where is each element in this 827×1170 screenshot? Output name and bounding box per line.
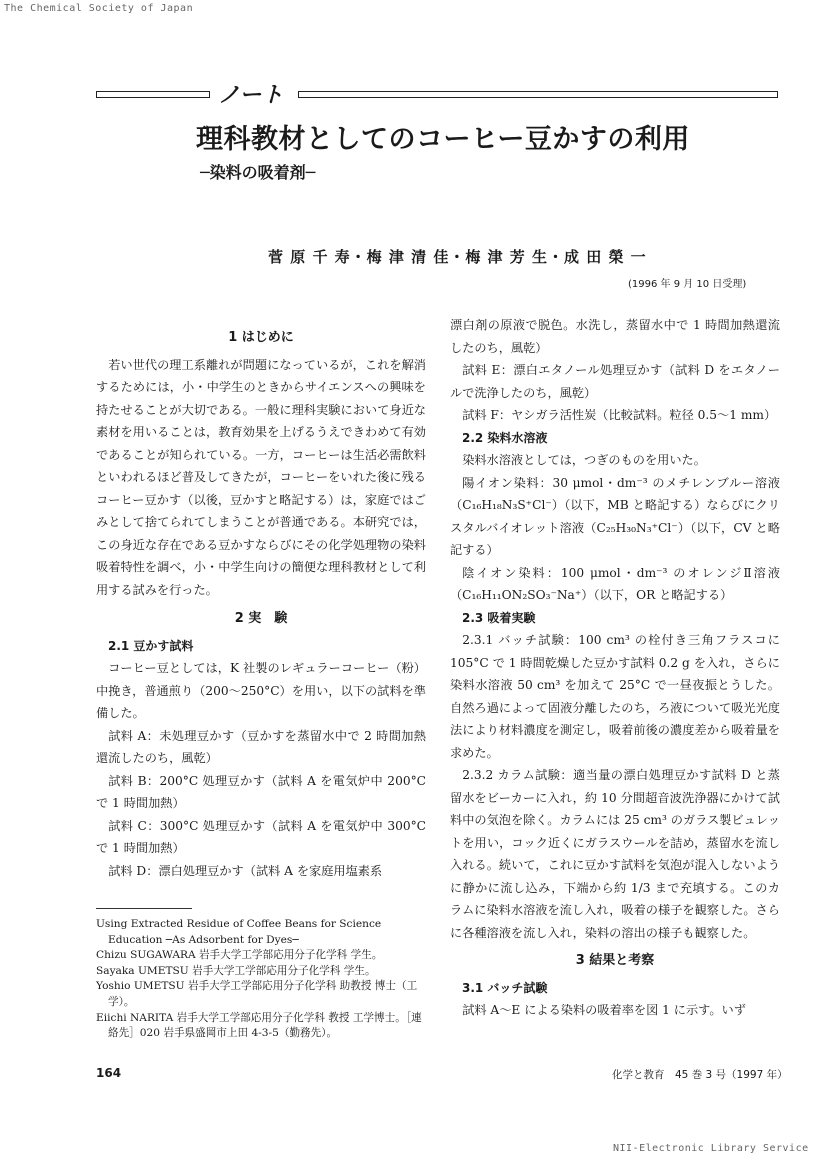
right-column [450, 314, 780, 1022]
subsection-heading: 2.2 染料水溶液 [462, 430, 548, 445]
footnote-author: Sayaka UMETSU 岩手大学工学部応用分子化学科 学生。 [96, 964, 376, 977]
paragraph: コーヒー豆としては，K 社製のレギュラーコーヒー（粉）中挽き，普通煎り（200～250°C）を用い，以下の試料を準備した。 [96, 661, 426, 720]
subsection-heading: 3.1 バッチ試験 [462, 980, 548, 995]
watermark-top: The Chemical Society of Japan [4, 3, 194, 14]
paragraph: 漂白剤の原液で脱色。水洗し，蒸留水中で 1 時間加熱還流したのち，風乾） [450, 318, 780, 355]
subsection-heading: 2.3 吸着実験 [462, 610, 536, 625]
footnotes [96, 917, 431, 1042]
paragraph: 陰イオン染料：100 μmol・dm⁻³ のオレンジⅡ溶液（C₁₆H₁₁ON₂SO₃⁻Na⁺）（以下，OR と略記する） [450, 565, 780, 602]
paragraph: 陽イオン染料：30 μmol・dm⁻³ のメチレンブルー溶液（C₁₆H₁₈N₃S⁺Cl⁻）（以下，MB と略記する）ならびにクリスタルバイオレット溶液（C₂₅H₃₀N₃⁺Cl⁻）（以下，CV と略記する） [450, 475, 780, 557]
subsection-heading: 2.1 豆かす試料 [108, 638, 194, 653]
paragraph: 若い世代の理工系離れが問題になっているが，これを解消するためには，小・中学生のときからサイエンスへの興味を持たせることが大切である。一般に理科実験において身近な素材を用いることは，教育効果を上げるうえできわめて有効であることが知られている。一方，コーヒーは生活必需飲料といわれるほど普及してきたが，コーヒーをいれた後に残るコーヒー豆かす（以後，豆かすと略記する）は，家庭ではごみとして捨てられてしまうことが普通である。本研究では，この身近な存在である豆かすならびにその化学処理物の染料吸着特性を調べ，小・中学生向けの簡便な理科教材として利用する試みを行った。 [96, 357, 426, 597]
paragraph: 試料 E：漂白エタノール処理豆かす（試料 D をエタノールで洗浄したのち，風乾） [450, 363, 780, 400]
footnote-author: Eiichi NARITA 岩手大学工学部応用分子化学科 教授 工学博士。［連絡先］020 岩手県盛岡市上田 4-3-5（勤務先）。 [96, 1011, 422, 1040]
paragraph: 試料 B：200°C 処理豆かす（試料 A を電気炉中 200°C で 1 時間加熱） [96, 773, 426, 810]
header-bar-left [96, 91, 210, 98]
paragraph: 2.3.1 バッチ試験：100 cm³ の栓付き三角フラスコに 105°C で 1 時間乾燥した豆かす試料 0.2 g を入れ，さらに染料水溶液 50 cm³ を加えて 25°C で一昼夜振とうした。自然ろ過によって固液分離したのち，ろ液について吸光光度法により材料濃度を測定し，吸着前後の濃度差から吸着量を求めた。 [450, 633, 780, 760]
footnote-author: Yoshio UMETSU 岩手大学工学部応用分子化学科 助教授 博士（工学）。 [96, 980, 418, 1008]
paragraph: 試料 A：未処理豆かす（豆かすを蒸留水中で 2 時間加熱還流したのち，風乾） [96, 728, 426, 765]
journal-info: 化学と教育 45 巻 3 号（1997 年） [612, 1069, 788, 1081]
section-heading-3: 3 結果と考察 [575, 953, 655, 968]
received-date: (1996 年 9 月 10 日受理) [628, 279, 747, 290]
paragraph: 染料水溶液としては，つぎのものを用いた。 [462, 453, 706, 467]
authors: 菅 原 千 寿・梅 津 清 佳・梅 津 芳 生・成 田 榮 一 [268, 248, 647, 266]
header-bar-right [298, 91, 778, 98]
subtitle: ─染料の吸着剤─ [200, 163, 316, 182]
footnote-english-title: Using Extracted Residue of Coffee Beans for Science Education ─As Adsorbent for Dyes─ [96, 918, 382, 946]
left-column [96, 323, 426, 882]
footnote-rule [96, 908, 192, 909]
section-heading-1: 1 はじめに [228, 330, 294, 345]
watermark-bottom: NII-Electronic Library Service [613, 1143, 809, 1154]
footnote-author: Chizu SUGAWARA 岩手大学工学部応用分子化学科 学生。 [96, 949, 383, 962]
paragraph: 試料 D：漂白処理豆かす（試料 A を家庭用塩素系 [108, 863, 383, 878]
section-label: ノート [218, 83, 284, 108]
paragraph: 試料 C：300°C 処理豆かす（試料 A を電気炉中 300°C で 1 時間加熱） [96, 818, 426, 855]
paragraph: 2.3.2 カラム試験：適当量の漂白処理豆かす試料 D と蒸留水をビーカーに入れ，約 10 分間超音波洗浄器にかけて試料中の気泡を除く。カラムには 25 cm³ のガラス製ビュレットを用い，コック近くにガラスウールを詰め，蒸留水を流し入れる。続いて，これに豆かす試料を気泡が混入しないように静かに流し込み，下端から約 1/3 まで充填する。このカラムに染料水溶液を流し入れ，吸着の様子を観察した。さらに各種溶液を流し入れ，染料の溶出の様子も観察した。 [450, 768, 780, 940]
paragraph: 試料 A～E による染料の吸着率を図 1 に示す。いず [462, 1003, 746, 1017]
page-number: 164 [96, 1066, 122, 1080]
paragraph: 試料 F：ヤシガラ活性炭（比較試料。粒径 0.5～1 mm） [462, 408, 777, 422]
section-heading-2: 2 実 験 [234, 611, 288, 626]
page-title: 理科教材としてのコーヒー豆かすの利用 [196, 124, 690, 155]
